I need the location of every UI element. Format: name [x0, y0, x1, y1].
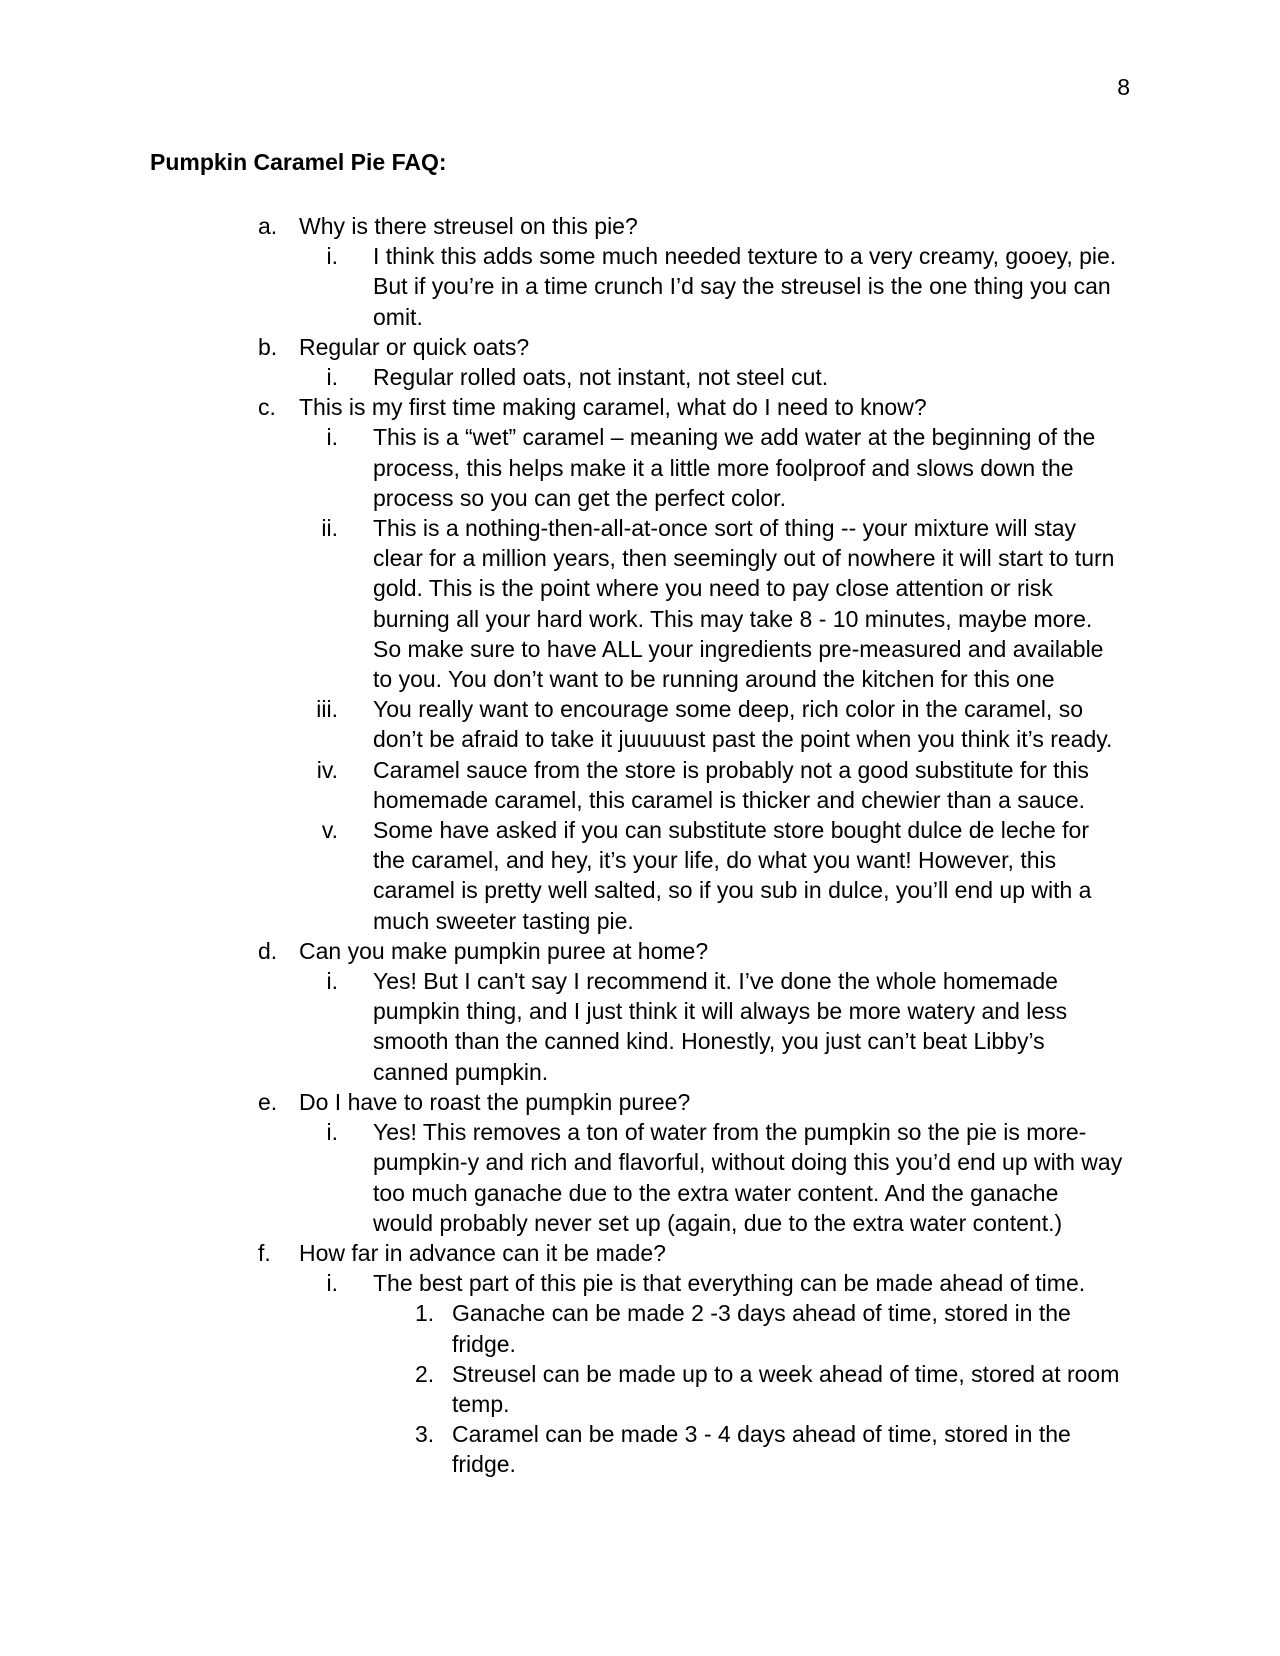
faq-question: This is my first time making caramel, what do I need to know? [299, 394, 927, 421]
page-number: 8 [1117, 74, 1130, 100]
list-item-marker: 3. [415, 1421, 435, 1448]
faq-subitem-f-i-3 [0, 1419, 1280, 1479]
list-item-marker: b. [258, 333, 278, 360]
faq-answer-c-i [0, 422, 1280, 513]
faq-answer-text: Yes! This removes a ton of water from the pumpkin so the pie is more-pumpkin-y and rich and flavorful, without doing this you’d end up with way too much ganache due to the extra water content. And the ganache would probably never set up (again, due to the extra water content.) [373, 1119, 1123, 1236]
list-item-marker: f. [258, 1239, 271, 1266]
list-item-marker: ii. [321, 515, 338, 542]
faq-question: Regular or quick oats? [299, 333, 530, 360]
faq-answer-d-i [0, 966, 1280, 1087]
faq-item-a [0, 211, 1280, 241]
list-item-marker: c. [258, 394, 276, 421]
faq-item-b [0, 332, 1280, 362]
faq-answer-f-i [0, 1268, 1280, 1298]
faq-answer-text: Regular rolled oats, not instant, not steel cut. [373, 364, 829, 391]
faq-subitem-f-i-2 [0, 1359, 1280, 1419]
faq-answer-c-iv [0, 755, 1280, 815]
faq-question: Do I have to roast the pumpkin puree? [299, 1088, 691, 1115]
faq-answer-text: This is a “wet” caramel – meaning we add water at the beginning of the process, this helps make it a little more foolproof and slows down the process so you can get the perfect color. [373, 424, 1096, 511]
page-title: Pumpkin Caramel Pie FAQ: [150, 149, 447, 175]
list-item-marker: i. [326, 968, 338, 995]
faq-subitem-text: Caramel can be made 3 - 4 days ahead of time, stored in the fridge. [452, 1421, 1071, 1478]
faq-answer-c-iii [0, 694, 1280, 754]
faq-item-e [0, 1087, 1280, 1117]
faq-subitem-text: Ganache can be made 2 -3 days ahead of time, stored in the fridge. [452, 1300, 1071, 1357]
list-item-marker: d. [258, 937, 278, 964]
list-item-marker: 1. [415, 1300, 435, 1327]
list-item-marker: iv. [316, 756, 338, 783]
list-item-marker: i. [326, 243, 338, 270]
list-item-marker: iii. [316, 696, 338, 723]
faq-item-c [0, 392, 1280, 422]
list-item-marker: 2. [415, 1360, 435, 1387]
faq-answer-e-i [0, 1117, 1280, 1238]
faq-answer-text: Some have asked if you can substitute store bought dulce de leche for the caramel, and hey, it’s your life, do what you want! However, this caramel is pretty well salted, so if you sub in dulce, you’ll end up with a much sweeter tasting pie. [373, 817, 1092, 934]
faq-answer-c-v [0, 815, 1280, 936]
faq-question: How far in advance can it be made? [299, 1239, 666, 1266]
faq-subitem-text: Streusel can be made up to a week ahead of time, stored at room temp. [452, 1360, 1120, 1417]
list-item-marker: i. [326, 424, 338, 451]
faq-subitem-f-i-1 [0, 1298, 1280, 1358]
faq-question: Can you make pumpkin puree at home? [299, 937, 709, 964]
list-item-marker: i. [326, 1270, 338, 1297]
faq-question: Why is there streusel on this pie? [299, 213, 638, 239]
faq-answer-text: This is a nothing-then-all-at-once sort of thing -- your mixture will stay clear for a million years, then seemingly out of nowhere it will start to turn gold. This is the point where you need to pay close attention or risk burning all your hard work. This may take 8 - 10 minutes, maybe more. So make sure to have ALL your ingredients pre-measured and available to you. You don’t want to be running around the kitchen for this one [373, 515, 1115, 693]
list-item-marker: i. [326, 364, 338, 391]
faq-answer-text: I think this adds some much needed texture to a very creamy, gooey, pie. But if you’re in a time crunch I’d say the streusel is the one thing you can omit. [373, 243, 1117, 330]
faq-answer-text: Yes! But I can't say I recommend it. I’ve done the whole homemade pumpkin thing, and I just think it will always be more watery and less smooth than the canned kind. Honestly, you just can’t beat Libby’s canned pumpkin. [373, 968, 1068, 1085]
faq-list [0, 211, 1280, 1480]
faq-answer-a-i [0, 241, 1280, 332]
list-item-marker: e. [258, 1088, 278, 1115]
faq-answer-text: You really want to encourage some deep, rich color in the caramel, so don’t be afraid to take it juuuuust past the point when you think it’s ready. [373, 696, 1113, 753]
faq-answer-text: The best part of this pie is that everything can be made ahead of time. [373, 1270, 1086, 1297]
faq-answer-c-ii [0, 513, 1280, 694]
list-item-marker: v. [321, 817, 338, 844]
list-item-marker: a. [258, 213, 278, 239]
faq-answer-b-i [0, 362, 1280, 392]
faq-item-d [0, 936, 1280, 966]
faq-answer-text: Caramel sauce from the store is probably not a good substitute for this homemade caramel, this caramel is thicker and chewier than a sauce. [373, 756, 1089, 813]
list-item-marker: i. [326, 1119, 338, 1146]
faq-item-f [0, 1238, 1280, 1268]
